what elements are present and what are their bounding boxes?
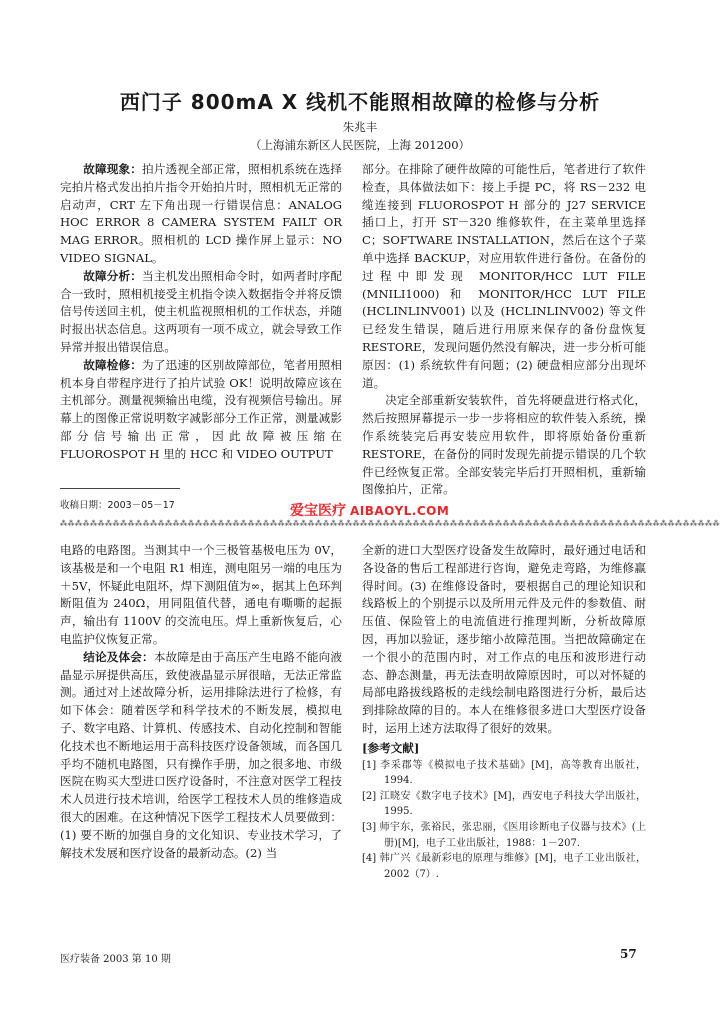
watermark-logo (290, 500, 449, 520)
page-number: 57 (620, 947, 637, 961)
reference-item: [4] 韩广兴《最新彩电的原理与维修》[M]，电子工业出版社，2002（7）. (362, 853, 646, 880)
paragraph (60, 649, 342, 863)
reference-item: [1] 李采郡等《模拟电子技术基础》[M]，高等教育出版社，1994. (362, 759, 646, 787)
author: 朱兆丰 (342, 120, 378, 134)
paragraph-text: 本故障是由于高压产生电路不能向液晶显示屏提供高压，致使液晶显示屏很暗，无法正常监测。通过对上述故障分析，运用排除法进行了检修，有如下体会：随着医学和科学技术的不断发展，模拟电子、数字电路、计算机、传感技术、自动化控制和智能化技术也不断地运用于高科技医疗设备领域，而各国几乎均不随机电路图，只有操作手册，加之很多地、市级医院在购买大型进口医疗设备时，不注意对医学工程技术人员进行技术培训，给医学工程技术人员的维修造成很大的困难。在这种情况下医学工程技术人员要做到：(1) 要不断的加强自身的文化知识、专业技术学习，了解技术发展和医疗设备的最新动态。(2) 当 (60, 649, 342, 860)
paragraph (60, 161, 342, 268)
section-lead: 故障现象： (83, 162, 143, 176)
paragraph-text: 拍片透视全部正常，照相机系统在选择完拍片格式发出拍片指令开始拍片时，照相机无正常的启动声，CRT 左下角出现一行错误信息：ANALOG HOC ERROR 8 CAMERA SYSTEM FAILT OR MAG ERROR。照相机的 LCD 操作屏上显示：NO VIDEO SIGNAL。 (60, 162, 342, 265)
affiliation: （上海浦东新区人民医院，上海 201200） (249, 138, 471, 152)
section-lead: 故障分析： (83, 268, 143, 283)
section-lead: 结论及体会： (83, 649, 154, 664)
section-lead: 故障检修： (83, 357, 143, 372)
watermark-latin: AIBAOYL.COM (350, 504, 450, 518)
watermark-cn: 爱宝医疗 (290, 503, 346, 519)
column-2 (362, 161, 646, 499)
paragraph-text: 当主机发出照相命令时，如两者时序配合一致时，照相机接受主机指令读入数据指令并将反馈信号传送回主机，使主机监视照相机的工作状态，并随时报出状态信息。这两项有一项不成立，就会导致工作异常并报出错误信息。 (60, 268, 342, 354)
paragraph: 全新的进口大型医疗设备发生故障时，最好通过电话和各设备的售后工程部进行咨询，避免走弯路，为维修赢得时间。(3) 在维修设备时，要根据自己的理论知识和线路板上的个别提示以及所用元件及元件的参数值、耐压值、保险管上的电流值进行推理判断，分析故障原因，再加以验证，逐步缩小故障范围。当把故障确定在一个很小的范围内时，对工作点的电压和波形进行动态、静态测量，再无法查明故障原因时，可以对怀疑的局部电路拔线路板的走线绘制电路图进行分析，最后达到排除故障的目的。本人在维修很多进口大型医疗设备时，运用上述方法取得了很好的效果。 (362, 543, 646, 735)
section-divider: ⁂⁂⁂⁂⁂⁂⁂⁂⁂⁂⁂⁂⁂⁂⁂⁂⁂⁂⁂⁂⁂⁂⁂⁂⁂⁂⁂⁂⁂⁂⁂⁂⁂⁂⁂⁂⁂⁂⁂⁂⁂⁂⁂⁂⁂⁂⁂⁂⁂⁂⁂⁂⁂⁂⁂⁂⁂⁂⁂⁂⁂⁂⁂⁂⁂⁂⁂⁂⁂⁂⁂⁂⁂⁂⁂⁂⁂⁂⁂⁂⁂⁂⁂⁂⁂⁂⁂⁂ (60, 520, 720, 528)
article-title: 西门子 800mA X 线机不能照相故障的检修与分析 (119, 90, 601, 114)
reference-item: [2] 江晓安《数字电子技术》[M]，西安电子科技大学出版社，1995. (362, 790, 646, 818)
paragraph: 决定全部重新安装软件，首先将硬盘进行格式化，然后按照屏幕提示一步一步将相应的软件装入系统，操作系统装完后再安装应用软件，即将原始备份重新 RESTORE，在备份的同时发现先前提示错误的几个软件已经恢复正常。全部安装完毕后打开照相机，重新输图像拍片，正常。 (362, 393, 646, 497)
references-title: [参考文献] (362, 740, 420, 755)
reference-item: [3] 师宇东，张裕民，张忠丽，《医用诊断电子仪器与技术》(上册)[M]，电子工业出版社，1988：1－207. (362, 821, 646, 849)
footnote-rule (60, 488, 180, 489)
column-4 (362, 542, 646, 882)
received-date: 收稿日期：2003－05－17 (60, 500, 175, 511)
paragraph: 电路的电路图。当测其中一个三极管基极电压为 0V，该基极是和一个电阻 R1 相连，测电阻另一端的电压为＋5V，怀疑此电阻坏，焊下测阻值为∞，据其上色环判断阻值为 240Ω，用同阻值代替，通电有嘶嘶的起振声，输出有 1100V 的交流电压。焊上重新恢复后，心电监护仪恢复正常。 (60, 543, 342, 646)
column-3 (60, 542, 342, 862)
paragraph (60, 268, 342, 357)
paragraph-text: 为了迅速的区别故障部位，笔者用照相机本身自带程序进行了拍片试验 OK！说明故障应该在主机部分。测量视频输出电缆，没有视频信号输出。屏幕上的图像正常说明数字减影部分工作正常，测量减影部分信号输出正常，因此故障被压缩在 FLUOROSPOT H 里的 HCC 和 VIDEO OUTPUT (60, 357, 342, 461)
paragraph: 部分。在排除了硬件故障的可能性后，笔者进行了软件检查，具体做法如下：接上手提 PC，将 RS－232 电缆连接到 FLUOROSPOT H 部分的 J27 SERVICE 插口上，打开 ST－320 维修软件，在主菜单里选择 C；SOFTWARE INSTALLATION，然后在这个子菜单中选择 BACKUP，对应用软件进行备份。在备份的过程中即发现 MONITOR/HCC LUT FILE (MNILI1000) 和 MONITOR/HCC LUT FILE (HCLINLINV001) 以及 (HCLINLINV002) 等文件已经发生错误，随后进行用原来保存的备份盘恢复 RESTORE，发现问题仍然没有解决，进一步分析可能原因：(1) 系统软件有问题；(2) 硬盘相应部分出现坏道。 (362, 162, 646, 390)
journal-footer: 医疗装备 2003 第 10 期 (60, 954, 171, 965)
paragraph (60, 357, 342, 464)
column-1 (60, 161, 342, 464)
